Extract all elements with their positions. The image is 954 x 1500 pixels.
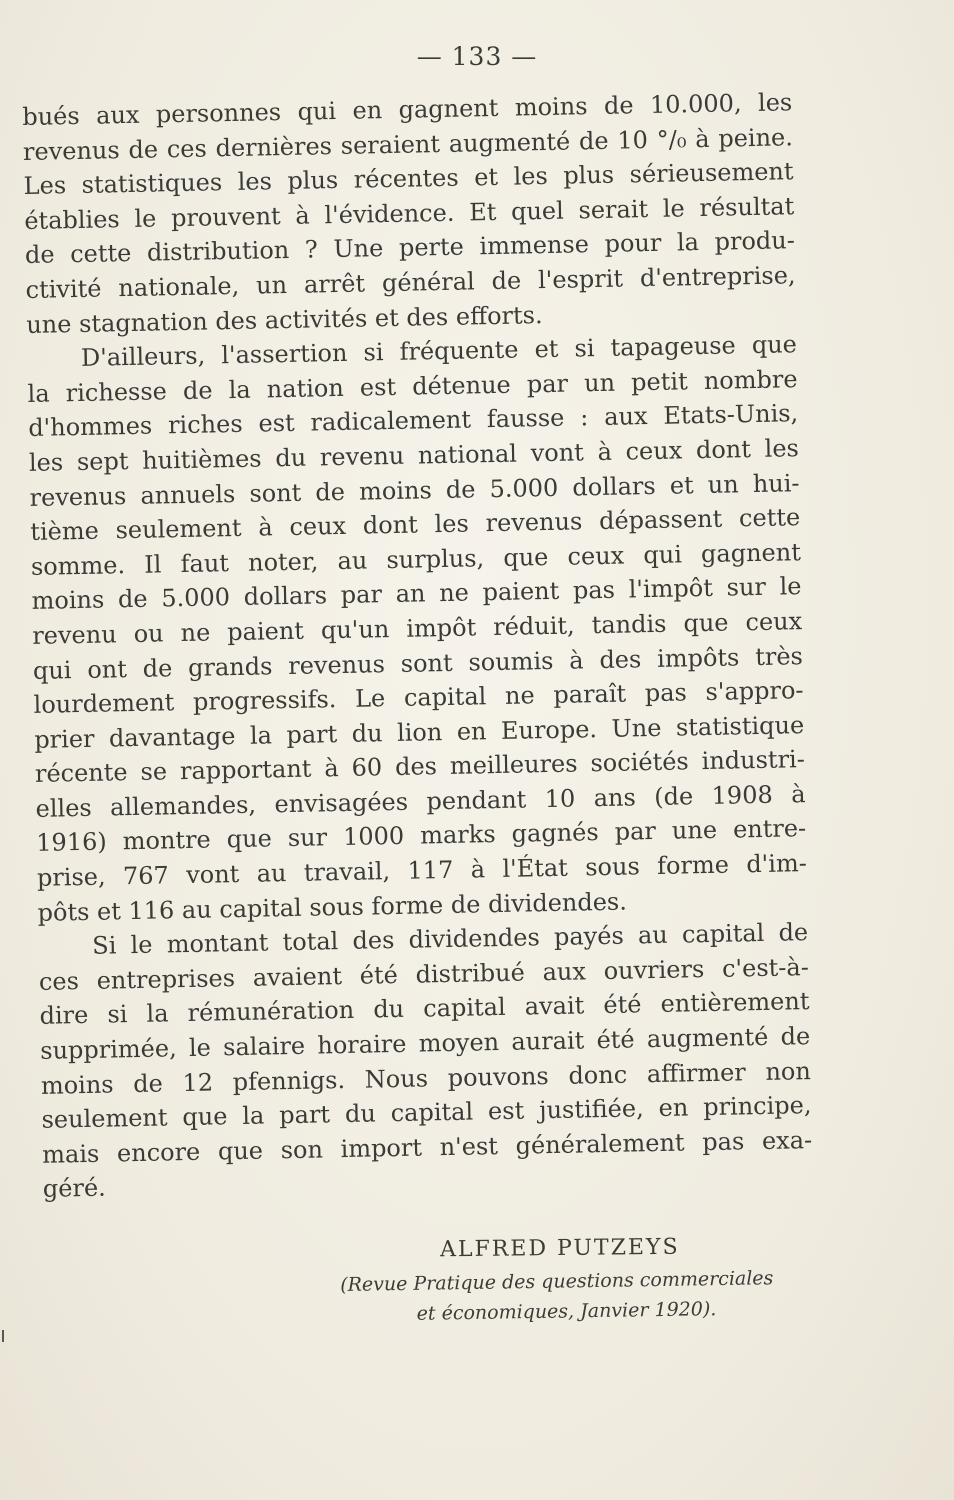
source-line: et économiques, Janvier 1920). <box>416 1298 717 1325</box>
text-line: établies le prouvent à l'évidence. Et quel serait le résultat <box>24 191 795 235</box>
text-line: prise, 767 vont au travail, 117 à l'État sous forme d'im- <box>36 849 808 892</box>
text-line: revenu ou ne paient qu'un impôt réduit, tandis que ceux <box>32 607 803 650</box>
text-line: elles allemandes, envisagées pendant 10 ans (de 1908 à <box>35 779 806 823</box>
text-line: qui ont de grands revenus sont soumis à des impôts très <box>32 641 804 685</box>
text-line: tième seulement à ceux dont les revenus dépassent cette <box>30 503 801 547</box>
article-body <box>22 85 813 1207</box>
page-number: — 133 — <box>416 42 538 71</box>
text-line: moins de 5.000 dollars par an ne paient pas l'impôt sur le <box>31 572 802 616</box>
text-line: supprimée, le salaire horaire moyen aurait été augmenté de <box>39 1022 811 1065</box>
text-line: seulement que la part du capital est justifiée, en principe, <box>41 1091 812 1135</box>
text-line: Si le montant total des dividendes payés au capital de <box>91 918 809 961</box>
text-line: une stagnation des activités et des efforts. <box>26 300 543 339</box>
text-line: géré. <box>42 1174 107 1204</box>
margin-mark <box>2 1330 4 1342</box>
text-line: moins de 12 pfennigs. Nous pouvons donc affirmer non <box>40 1056 812 1100</box>
text-line: Les statistiques les plus récentes et les plus sérieusement <box>23 157 794 201</box>
author-signature: ALFRED PUTZEYS <box>439 1234 680 1263</box>
text-line: dire si la rémunération du capital avait été entièrement <box>39 987 810 1031</box>
source-line: (Revue Pratique des questions commerciales <box>340 1267 774 1296</box>
text-line: lourdement progressifs. Le capital ne paraît pas s'appro- <box>33 676 804 719</box>
paragraph-1 <box>22 85 797 342</box>
text-line: la richesse de la nation est détenue par un petit nombre <box>27 364 798 408</box>
text-line: bués aux personnes qui en gagnent moins de 10.000, les <box>22 88 793 131</box>
text-line: prier davantage la part du lion en Europe. Une statistique <box>34 710 805 754</box>
text-line: revenus de ces dernières seraient augmenté de 10 °/₀ à peine. <box>22 122 794 166</box>
text-line: d'hommes riches est radicalement fausse : aux Etats-Unis, <box>28 399 799 443</box>
text-line: 1916) montre que sur 1000 marks gagnés par une entre- <box>36 814 807 858</box>
text-line: les sept huitièmes du revenu national vont à ceux dont les <box>28 434 800 477</box>
source-citation <box>340 1263 811 1330</box>
text-line: D'ailleurs, l'assertion si fréquente et si tapageuse que <box>80 330 798 373</box>
text-line: mais encore que son import n'est généralement pas exa- <box>41 1125 813 1169</box>
paragraph-2 <box>27 327 808 930</box>
text-line: ces entreprises avaient été distribué aux ouvriers c'est-à- <box>38 952 810 996</box>
paragraph-3 <box>38 915 813 1206</box>
text-line: pôts et 116 au capital sous forme de dividendes. <box>37 887 628 927</box>
text-line: de cette distribution ? Une perte immense pour la produ- <box>24 226 796 270</box>
text-line: récente se rapportant à 60 des meilleures sociétés industri- <box>34 745 806 789</box>
text-line: revenus annuels sont de moins de 5.000 dollars et un hui- <box>29 468 800 512</box>
text-line: ctivité nationale, un arrêt général de l'esprit d'entreprise, <box>25 261 796 304</box>
text-line: somme. Il faut noter, au surplus, que ceux qui gagnent <box>30 537 802 581</box>
